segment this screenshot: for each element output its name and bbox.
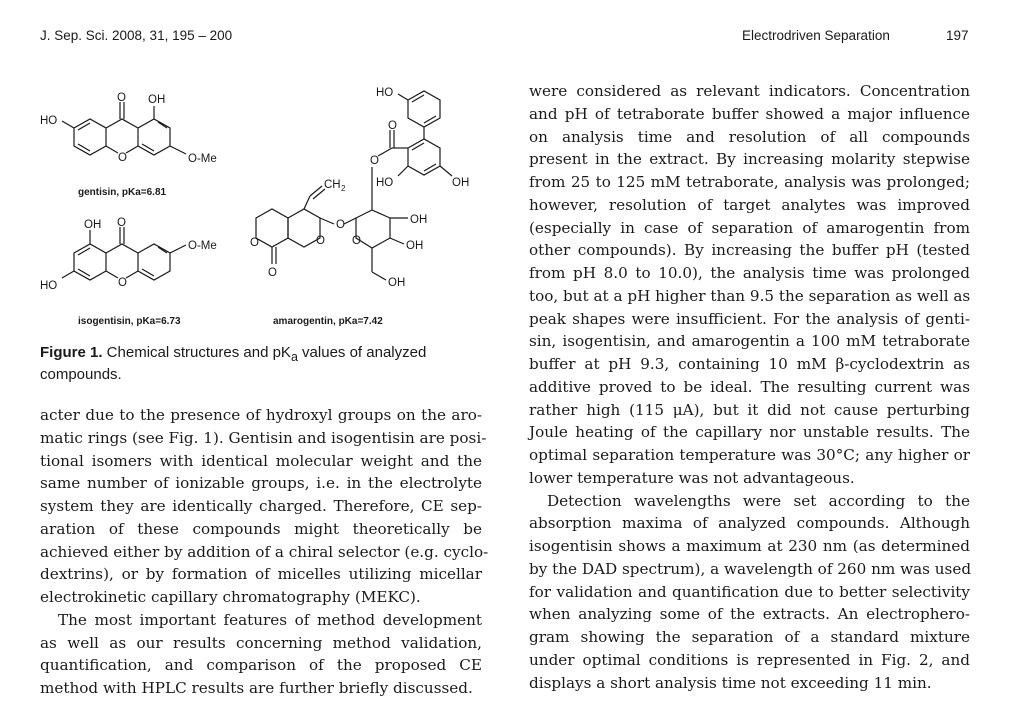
atom-o: O <box>370 155 379 167</box>
text-line: (especially in case of separation of amarogentin from <box>529 218 970 237</box>
atom-ch2-sub: 2 <box>341 184 346 193</box>
atom-ho: HO <box>376 177 394 189</box>
amarogentin-structure <box>250 87 469 327</box>
text-line: isogentisin shows a maximum at 230 nm (as determined <box>529 537 970 555</box>
text-line: absorption maxima of analyzed compounds. Although <box>529 514 970 533</box>
text-line: acter due to the presence of hydroxyl groups on the aro- <box>40 406 482 424</box>
atom-ho: HO <box>40 115 58 127</box>
atom-ch2: CH <box>324 179 341 191</box>
atom-oh: OH <box>84 219 102 231</box>
text-line: and pH of tetraborate buffer showed a major influence <box>529 104 970 123</box>
right-column-text <box>529 80 970 694</box>
text-line: Joule heating of the capillary nor unstable results. The <box>529 423 970 442</box>
text-line: buffer at pH 9.3, containing 10 mM β-cyclodextrin as <box>529 355 970 373</box>
text-line: additive proved to be ideal. The resulting current was <box>529 377 970 396</box>
text-line: by the DAD spectrum), a wavelength of 260 nm was used <box>529 559 972 578</box>
isogentisin-structure <box>40 217 217 327</box>
caption-rest: values of analyzed compounds. <box>40 344 427 383</box>
text-line: tional isomers with identical molecular weight and the <box>40 451 482 470</box>
atom-ho: HO <box>376 87 394 99</box>
text-line: from 25 to 125 mM tetraborate, analysis was prolonged; <box>529 173 970 191</box>
figure-label: Figure 1. <box>40 344 103 361</box>
section-title: Electrodriven Separation <box>742 28 890 43</box>
atom-oh: OH <box>406 240 424 252</box>
text-line: dextrins), or by formation of micelles utilizing micellar <box>40 565 482 584</box>
atom-o: O <box>118 152 127 164</box>
atom-ome: O-Me <box>188 153 217 165</box>
text-line: other compounds). By increasing the buffer pH (tested <box>529 241 970 260</box>
caption-subscript: a <box>290 350 298 364</box>
atom-o: O <box>388 120 397 132</box>
atom-o: O <box>118 277 127 289</box>
left-column-text <box>40 404 489 700</box>
text-line: under optimal conditions is represented in Fig. 2, and <box>529 650 970 669</box>
text-line: for validation and quantification due to better selectivity <box>529 582 970 601</box>
caption-text: Chemical structures and pK <box>102 344 291 361</box>
atom-o: O <box>316 235 325 247</box>
figure-caption <box>40 344 482 384</box>
text-line: peak shapes were insufficient. For the analysis of genti- <box>529 309 970 328</box>
text-line: quantification, and comparison of the proposed CE <box>40 656 482 675</box>
atom-o: O <box>117 92 126 104</box>
atom-oh: OH <box>148 94 166 106</box>
text-line: rather high (115 μA), but it did not cause perturbing <box>529 400 970 419</box>
atom-ome: O-Me <box>188 240 217 252</box>
text-line: electrokinetic capillary chromatography (MEKC). <box>40 588 421 606</box>
text-line: however, resolution of target analytes was improved <box>529 195 970 214</box>
atom-oh: OH <box>388 277 406 289</box>
atom-ho: HO <box>40 280 58 292</box>
text-line: lower temperature was not advantageous. <box>529 468 855 487</box>
atom-oh: OH <box>410 214 428 226</box>
gentisin-structure <box>40 92 217 198</box>
text-line: as well as our results concerning method validation, <box>40 633 482 652</box>
text-line: displays a short analysis time not exceeding 11 min. <box>529 673 932 692</box>
text-line: present in the extract. By increasing molarity stepwise <box>529 150 970 169</box>
text-line: system they are identically charged. Therefore, CE sep- <box>40 497 482 515</box>
atom-o: O <box>268 267 277 279</box>
text-line: too, but at a pH higher than 9.5 the separation as well as <box>529 286 971 305</box>
text-line: on analysis time and resolution of all compounds <box>529 127 970 146</box>
page-number: 197 <box>946 28 969 43</box>
atom-o: O <box>250 237 259 249</box>
text-line: method with HPLC results are further briefly discussed. <box>40 679 473 697</box>
atom-o: O <box>352 235 361 247</box>
text-line: gram showing the separation of a standard mixture <box>529 628 970 646</box>
isogentisin-label: isogentisin, pKa=6.73 <box>78 316 181 327</box>
text-line: aration of these compounds might theoretically be <box>40 519 482 538</box>
atom-o: O <box>336 219 345 231</box>
text-line: same number of ionizable groups, i.e. in the electrolyte <box>40 474 482 493</box>
text-line: were considered as relevant indicators. Concentration <box>529 82 970 100</box>
journal-citation: J. Sep. Sci. 2008, 31, 195 – 200 <box>40 28 233 43</box>
text-line: Detection wavelengths were set according to the <box>547 491 970 510</box>
figure-1-structures <box>38 78 488 348</box>
text-line: matic rings (see Fig. 1). Gentisin and isogentisin are posi- <box>40 428 487 447</box>
text-line: from pH 8.0 to 10.0), the analysis time was prolonged <box>529 264 970 282</box>
text-line: when analyzing some of the extracts. An electrophero- <box>529 605 970 624</box>
text-line: The most important features of method development <box>58 610 482 629</box>
text-line: achieved either by addition of a chiral selector (e.g. cyclo- <box>40 542 489 561</box>
text-line: sin, isogentisin, and amarogentin a 100 mM tetraborate <box>529 332 970 351</box>
amarogentin-label: amarogentin, pKa=7.42 <box>273 316 383 327</box>
atom-o: O <box>117 217 126 229</box>
text-line: optimal separation temperature was 30°C; any higher or <box>529 446 970 464</box>
gentisin-label: gentisin, pKa=6.81 <box>78 187 167 198</box>
atom-oh: OH <box>452 177 470 189</box>
